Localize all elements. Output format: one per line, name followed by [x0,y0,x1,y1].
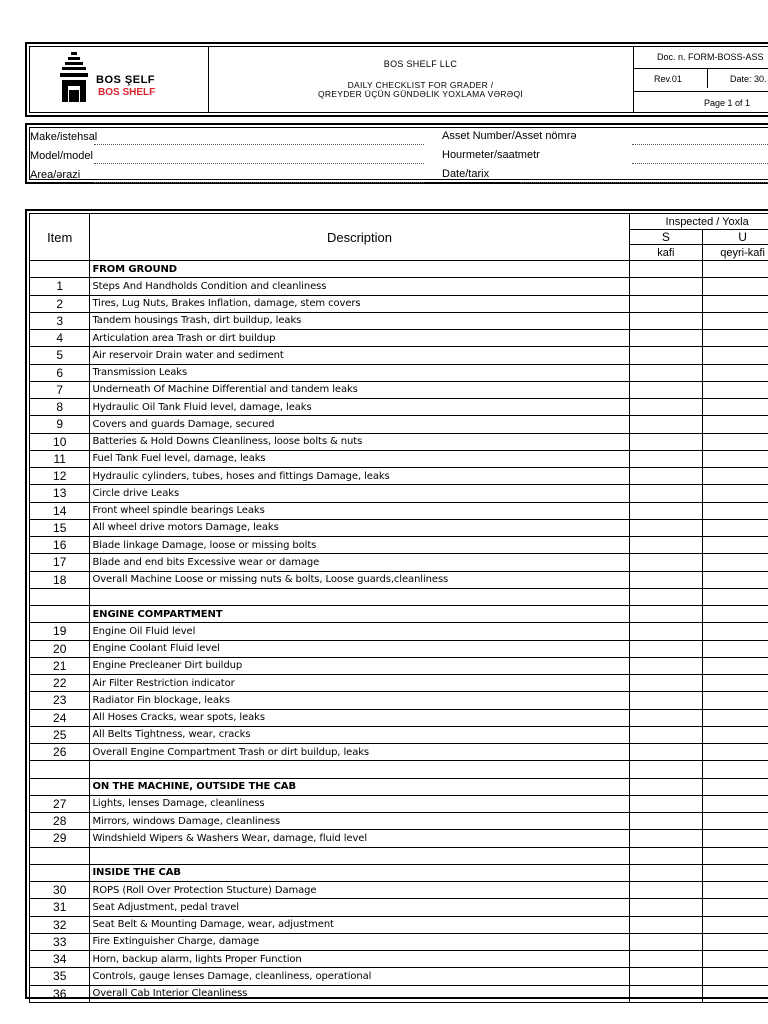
item-number: 22 [30,675,90,692]
checklist-table-frame [25,209,768,999]
item-description: Windshield Wipers & Washers Wear, damage, fluid level [90,830,629,847]
unsatisfactory-checkbox[interactable] [703,968,768,985]
item-number: 26 [30,744,90,761]
doc-number: Doc. n. FORM-BOSS-ASS [657,52,764,62]
checklist-row [30,312,768,329]
unsatisfactory-checkbox[interactable] [703,450,768,467]
item-description: Horn, backup alarm, lights Proper Function [90,951,629,968]
revision: Rev.01 [654,74,682,84]
item-description: Tandem housings Trash, dirt buildup, leaks [90,312,629,329]
unsatisfactory-checkbox[interactable] [703,399,768,416]
unsatisfactory-checkbox[interactable] [703,606,768,623]
item-description: Circle drive Leaks [90,485,629,502]
unsatisfactory-checkbox[interactable] [703,312,768,329]
document-header [25,42,768,117]
item-number [30,606,90,623]
checklist-row [30,416,768,433]
unsatisfactory-checkbox[interactable] [703,519,768,536]
item-description: All Hoses Cracks, wear spots, leaks [90,709,629,726]
section-header-row [30,778,768,795]
item-number: 6 [30,364,90,381]
unsatisfactory-checkbox[interactable] [703,640,768,657]
satisfactory-checkbox[interactable] [629,795,703,812]
checklist-row [30,330,768,347]
hourmeter-label: Hourmeter/saatmetr [442,149,540,161]
make-field[interactable] [94,144,424,145]
item-description: Underneath Of Machine Differential and tandem leaks [90,381,629,398]
checklist-row [30,399,768,416]
item-number: 12 [30,468,90,485]
satisfactory-checkbox[interactable] [629,657,703,674]
item-number: 1 [30,278,90,295]
unsatisfactory-checkbox[interactable] [703,709,768,726]
checklist-row [30,519,768,536]
item-description: Controls, gauge lenses Damage, cleanliness, operational [90,968,629,985]
checklist-row [30,502,768,519]
satisfactory-checkbox[interactable] [629,416,703,433]
checklist-row [30,381,768,398]
asset-info-frame [29,127,768,180]
item-description: Engine Oil Fluid level [90,623,629,640]
item-number: 32 [30,916,90,933]
item-description: Air reservoir Drain water and sediment [90,347,629,364]
checklist-row [30,692,768,709]
checklist-row [30,795,768,812]
make-label: Make/istehsal [30,131,98,143]
satisfactory-checkbox[interactable] [629,468,703,485]
unsatisfactory-checkbox[interactable] [703,761,768,778]
unsatisfactory-checkbox[interactable] [703,537,768,554]
checklist-row [30,709,768,726]
checklist-row [30,675,768,692]
item-description: Fire Extinguisher Charge, damage [90,933,629,950]
item-number [30,778,90,795]
item-description: Seat Adjustment, pedal travel [90,899,629,916]
item-number: 9 [30,416,90,433]
item-description: Blade and end bits Excessive wear or damage [90,554,629,571]
header-rule-2 [633,91,768,92]
item-description: Covers and guards Damage, secured [90,416,629,433]
asset-info-block [25,123,768,184]
checklist-row [30,916,768,933]
item-description [90,761,629,778]
satisfactory-checkbox[interactable] [629,899,703,916]
satisfactory-checkbox[interactable] [629,778,703,795]
item-number [30,588,90,605]
item-number: 31 [30,899,90,916]
unsatisfactory-checkbox[interactable] [703,347,768,364]
checklist-row [30,485,768,502]
company-name: BOS SHELF LLC [383,59,458,69]
unsatisfactory-checkbox[interactable] [703,588,768,605]
item-number: 2 [30,295,90,312]
checklist-row [30,933,768,950]
asset-number-label: Asset Number/Asset nömrə [442,130,577,142]
item-number [30,261,90,278]
unsatisfactory-checkbox[interactable] [703,571,768,588]
unsatisfactory-checkbox[interactable] [703,744,768,761]
satisfactory-checkbox[interactable] [629,330,703,347]
checklist-row [30,571,768,588]
unsatisfactory-header: U [703,230,768,245]
unsatisfactory-checkbox[interactable] [703,623,768,640]
item-description: Overall Cab Interior Cleanliness [90,985,629,1002]
item-number: 25 [30,726,90,743]
satisfactory-checkbox[interactable] [629,675,703,692]
area-label: Area/ərazi [30,169,81,181]
unsatisfactory-checkbox[interactable] [703,416,768,433]
unsatisfactory-checkbox[interactable] [703,468,768,485]
unsatisfactory-checkbox[interactable] [703,899,768,916]
item-description: Lights, lenses Damage, cleanliness [90,795,629,812]
form-title-en: DAILY CHECKLIST FOR GRADER / [347,80,494,90]
satisfactory-checkbox[interactable] [629,433,703,450]
satisfactory-checkbox[interactable] [629,537,703,554]
item-number [30,864,90,881]
checklist-body [30,261,768,1003]
checklist-row [30,295,768,312]
unsatisfactory-checkbox[interactable] [703,502,768,519]
item-number: 23 [30,692,90,709]
unsatisfactory-checkbox[interactable] [703,985,768,1002]
unsatisfactory-checkbox[interactable] [703,795,768,812]
date-field[interactable] [520,182,768,183]
checklist-row [30,537,768,554]
item-description: Hydraulic Oil Tank Fluid level, damage, leaks [90,399,629,416]
satisfactory-checkbox[interactable] [629,502,703,519]
item-column-header: Item [30,214,90,261]
item-description: Seat Belt & Mounting Damage, wear, adjustment [90,916,629,933]
satisfactory-checkbox[interactable] [629,933,703,950]
satisfactory-checkbox[interactable] [629,347,703,364]
unsatisfactory-checkbox[interactable] [703,381,768,398]
item-description: Engine Precleaner Dirt buildup [90,657,629,674]
checklist-row [30,468,768,485]
area-field[interactable] [94,182,424,183]
satisfactory-checkbox[interactable] [629,399,703,416]
checklist-row [30,278,768,295]
item-description: Radiator Fin blockage, leaks [90,692,629,709]
logo-text-top: BOS ŞELF [96,74,156,86]
satisfactory-checkbox[interactable] [629,985,703,1002]
item-number: 16 [30,537,90,554]
logo-text-bottom: BOS SHELF [98,87,156,98]
unsatisfactory-checkbox[interactable] [703,485,768,502]
checklist-row [30,433,768,450]
checklist-row [30,347,768,364]
checklist-row [30,554,768,571]
satisfactory-checkbox[interactable] [629,709,703,726]
unsatisfactory-checkbox[interactable] [703,916,768,933]
unsatisfactory-checkbox[interactable] [703,882,768,899]
satisfactory-header: S [629,230,703,245]
unsatisfactory-checkbox[interactable] [703,433,768,450]
satisfactory-checkbox[interactable] [629,606,703,623]
satisfactory-checkbox[interactable] [629,261,703,278]
item-description: Batteries & Hold Downs Cleanliness, loose bolts & nuts [90,433,629,450]
item-number [30,761,90,778]
unsatisfactory-checkbox[interactable] [703,364,768,381]
satisfactory-checkbox[interactable] [629,588,703,605]
satisfactory-checkbox[interactable] [629,640,703,657]
satisfactory-checkbox[interactable] [629,364,703,381]
section-title: FROM GROUND [90,261,629,278]
item-description: Articulation area Trash or dirt buildup [90,330,629,347]
unsatisfactory-checkbox[interactable] [703,951,768,968]
item-number [30,847,90,864]
checklist-row [30,985,768,1002]
unsatisfactory-checkbox[interactable] [703,675,768,692]
section-header-row [30,261,768,278]
item-description [90,847,629,864]
header-rule-1 [633,68,768,69]
satisfactory-checkbox[interactable] [629,381,703,398]
satisfactory-checkbox[interactable] [629,623,703,640]
header-divider-rev [707,68,708,88]
satisfactory-checkbox[interactable] [629,744,703,761]
checklist-row [30,882,768,899]
item-number: 20 [30,640,90,657]
unsatisfactory-checkbox[interactable] [703,554,768,571]
item-number: 24 [30,709,90,726]
item-description: Overall Machine Loose or missing nuts & bolts, Loose guards,cleanliness [90,571,629,588]
model-label: Model/model [30,150,93,162]
unsatisfactory-checkbox[interactable] [703,847,768,864]
doc-date: Date: 30. [730,74,767,84]
item-number: 21 [30,657,90,674]
item-description: Hydraulic cylinders, tubes, hoses and fittings Damage, leaks [90,468,629,485]
form-title-az: QREYDER ÜÇÜN GÜNDƏLİK YOXLAMA VƏRƏQİ [317,89,524,99]
item-number: 7 [30,381,90,398]
checklist-row [30,657,768,674]
qeyri-kafi-header: qeyri-kafi [703,245,768,261]
satisfactory-checkbox[interactable] [629,692,703,709]
satisfactory-checkbox[interactable] [629,830,703,847]
header-divider-right [633,47,634,112]
unsatisfactory-checkbox[interactable] [703,657,768,674]
item-number: 27 [30,795,90,812]
item-number: 14 [30,502,90,519]
unsatisfactory-checkbox[interactable] [703,330,768,347]
item-number: 29 [30,830,90,847]
satisfactory-checkbox[interactable] [629,726,703,743]
inspected-column-header: Inspected / Yoxla [629,214,768,230]
checklist-row [30,640,768,657]
checklist-table [29,213,768,1003]
item-description: Air Filter Restriction indicator [90,675,629,692]
checklist-row [30,813,768,830]
model-field[interactable] [94,163,424,164]
unsatisfactory-checkbox[interactable] [703,278,768,295]
checklist-row [30,744,768,761]
checklist-row [30,364,768,381]
satisfactory-checkbox[interactable] [629,450,703,467]
unsatisfactory-checkbox[interactable] [703,864,768,881]
satisfactory-checkbox[interactable] [629,951,703,968]
item-description: Front wheel spindle bearings Leaks [90,502,629,519]
item-description: Engine Coolant Fluid level [90,640,629,657]
unsatisfactory-checkbox[interactable] [703,726,768,743]
hourmeter-field[interactable] [632,163,768,164]
item-number: 4 [30,330,90,347]
checklist-row [30,899,768,916]
item-description: Steps And Handholds Condition and cleanliness [90,278,629,295]
satisfactory-checkbox[interactable] [629,761,703,778]
satisfactory-checkbox[interactable] [629,554,703,571]
item-description: ROPS (Roll Over Protection Stucture) Damage [90,882,629,899]
section-header-row [30,864,768,881]
checklist-row [30,951,768,968]
item-number: 3 [30,312,90,329]
satisfactory-checkbox[interactable] [629,968,703,985]
unsatisfactory-checkbox[interactable] [703,261,768,278]
document-header-frame [29,46,768,113]
satisfactory-checkbox[interactable] [629,278,703,295]
unsatisfactory-checkbox[interactable] [703,813,768,830]
item-number: 30 [30,882,90,899]
unsatisfactory-checkbox[interactable] [703,295,768,312]
checklist-row [30,726,768,743]
item-description [90,588,629,605]
table-header-row-1 [30,214,768,230]
unsatisfactory-checkbox[interactable] [703,830,768,847]
checklist-row [30,450,768,467]
section-title: INSIDE THE CAB [90,864,629,881]
company-logo [58,50,178,112]
satisfactory-checkbox[interactable] [629,882,703,899]
item-description: Tires, Lug Nuts, Brakes Inflation, damage, stem covers [90,295,629,312]
satisfactory-checkbox[interactable] [629,571,703,588]
kafi-header: kafi [629,245,703,261]
unsatisfactory-checkbox[interactable] [703,778,768,795]
item-description: Mirrors, windows Damage, cleanliness [90,813,629,830]
item-number: 13 [30,485,90,502]
item-number: 33 [30,933,90,950]
item-description: Overall Engine Compartment Trash or dirt buildup, leaks [90,744,629,761]
item-number: 11 [30,450,90,467]
page-number: Page 1 of 1 [704,98,751,108]
satisfactory-checkbox[interactable] [629,847,703,864]
satisfactory-checkbox[interactable] [629,864,703,881]
item-number: 19 [30,623,90,640]
item-description: All Belts Tightness, wear, cracks [90,726,629,743]
item-number: 10 [30,433,90,450]
item-number: 34 [30,951,90,968]
spacer-row [30,761,768,778]
item-number: 28 [30,813,90,830]
checklist-row [30,968,768,985]
spacer-row [30,588,768,605]
checklist-row [30,830,768,847]
description-column-header: Description [90,214,629,261]
satisfactory-checkbox[interactable] [629,519,703,536]
item-number: 17 [30,554,90,571]
item-number: 5 [30,347,90,364]
item-description: Fuel Tank Fuel level, damage, leaks [90,450,629,467]
item-description: Transmission Leaks [90,364,629,381]
satisfactory-checkbox[interactable] [629,813,703,830]
item-description: Blade linkage Damage, loose or missing bolts [90,537,629,554]
item-number: 15 [30,519,90,536]
section-title: ON THE MACHINE, OUTSIDE THE CAB [90,778,629,795]
unsatisfactory-checkbox[interactable] [703,933,768,950]
unsatisfactory-checkbox[interactable] [703,692,768,709]
item-number: 8 [30,399,90,416]
satisfactory-checkbox[interactable] [629,295,703,312]
date-label: Date/tarix [442,168,490,180]
item-number: 18 [30,571,90,588]
section-header-row [30,606,768,623]
satisfactory-checkbox[interactable] [629,485,703,502]
section-title: ENGINE COMPARTMENT [90,606,629,623]
spacer-row [30,847,768,864]
item-number: 36 [30,985,90,1002]
item-number: 35 [30,968,90,985]
item-description: All wheel drive motors Damage, leaks [90,519,629,536]
satisfactory-checkbox[interactable] [629,916,703,933]
satisfactory-checkbox[interactable] [629,312,703,329]
asset-number-field[interactable] [632,144,768,145]
checklist-row [30,623,768,640]
